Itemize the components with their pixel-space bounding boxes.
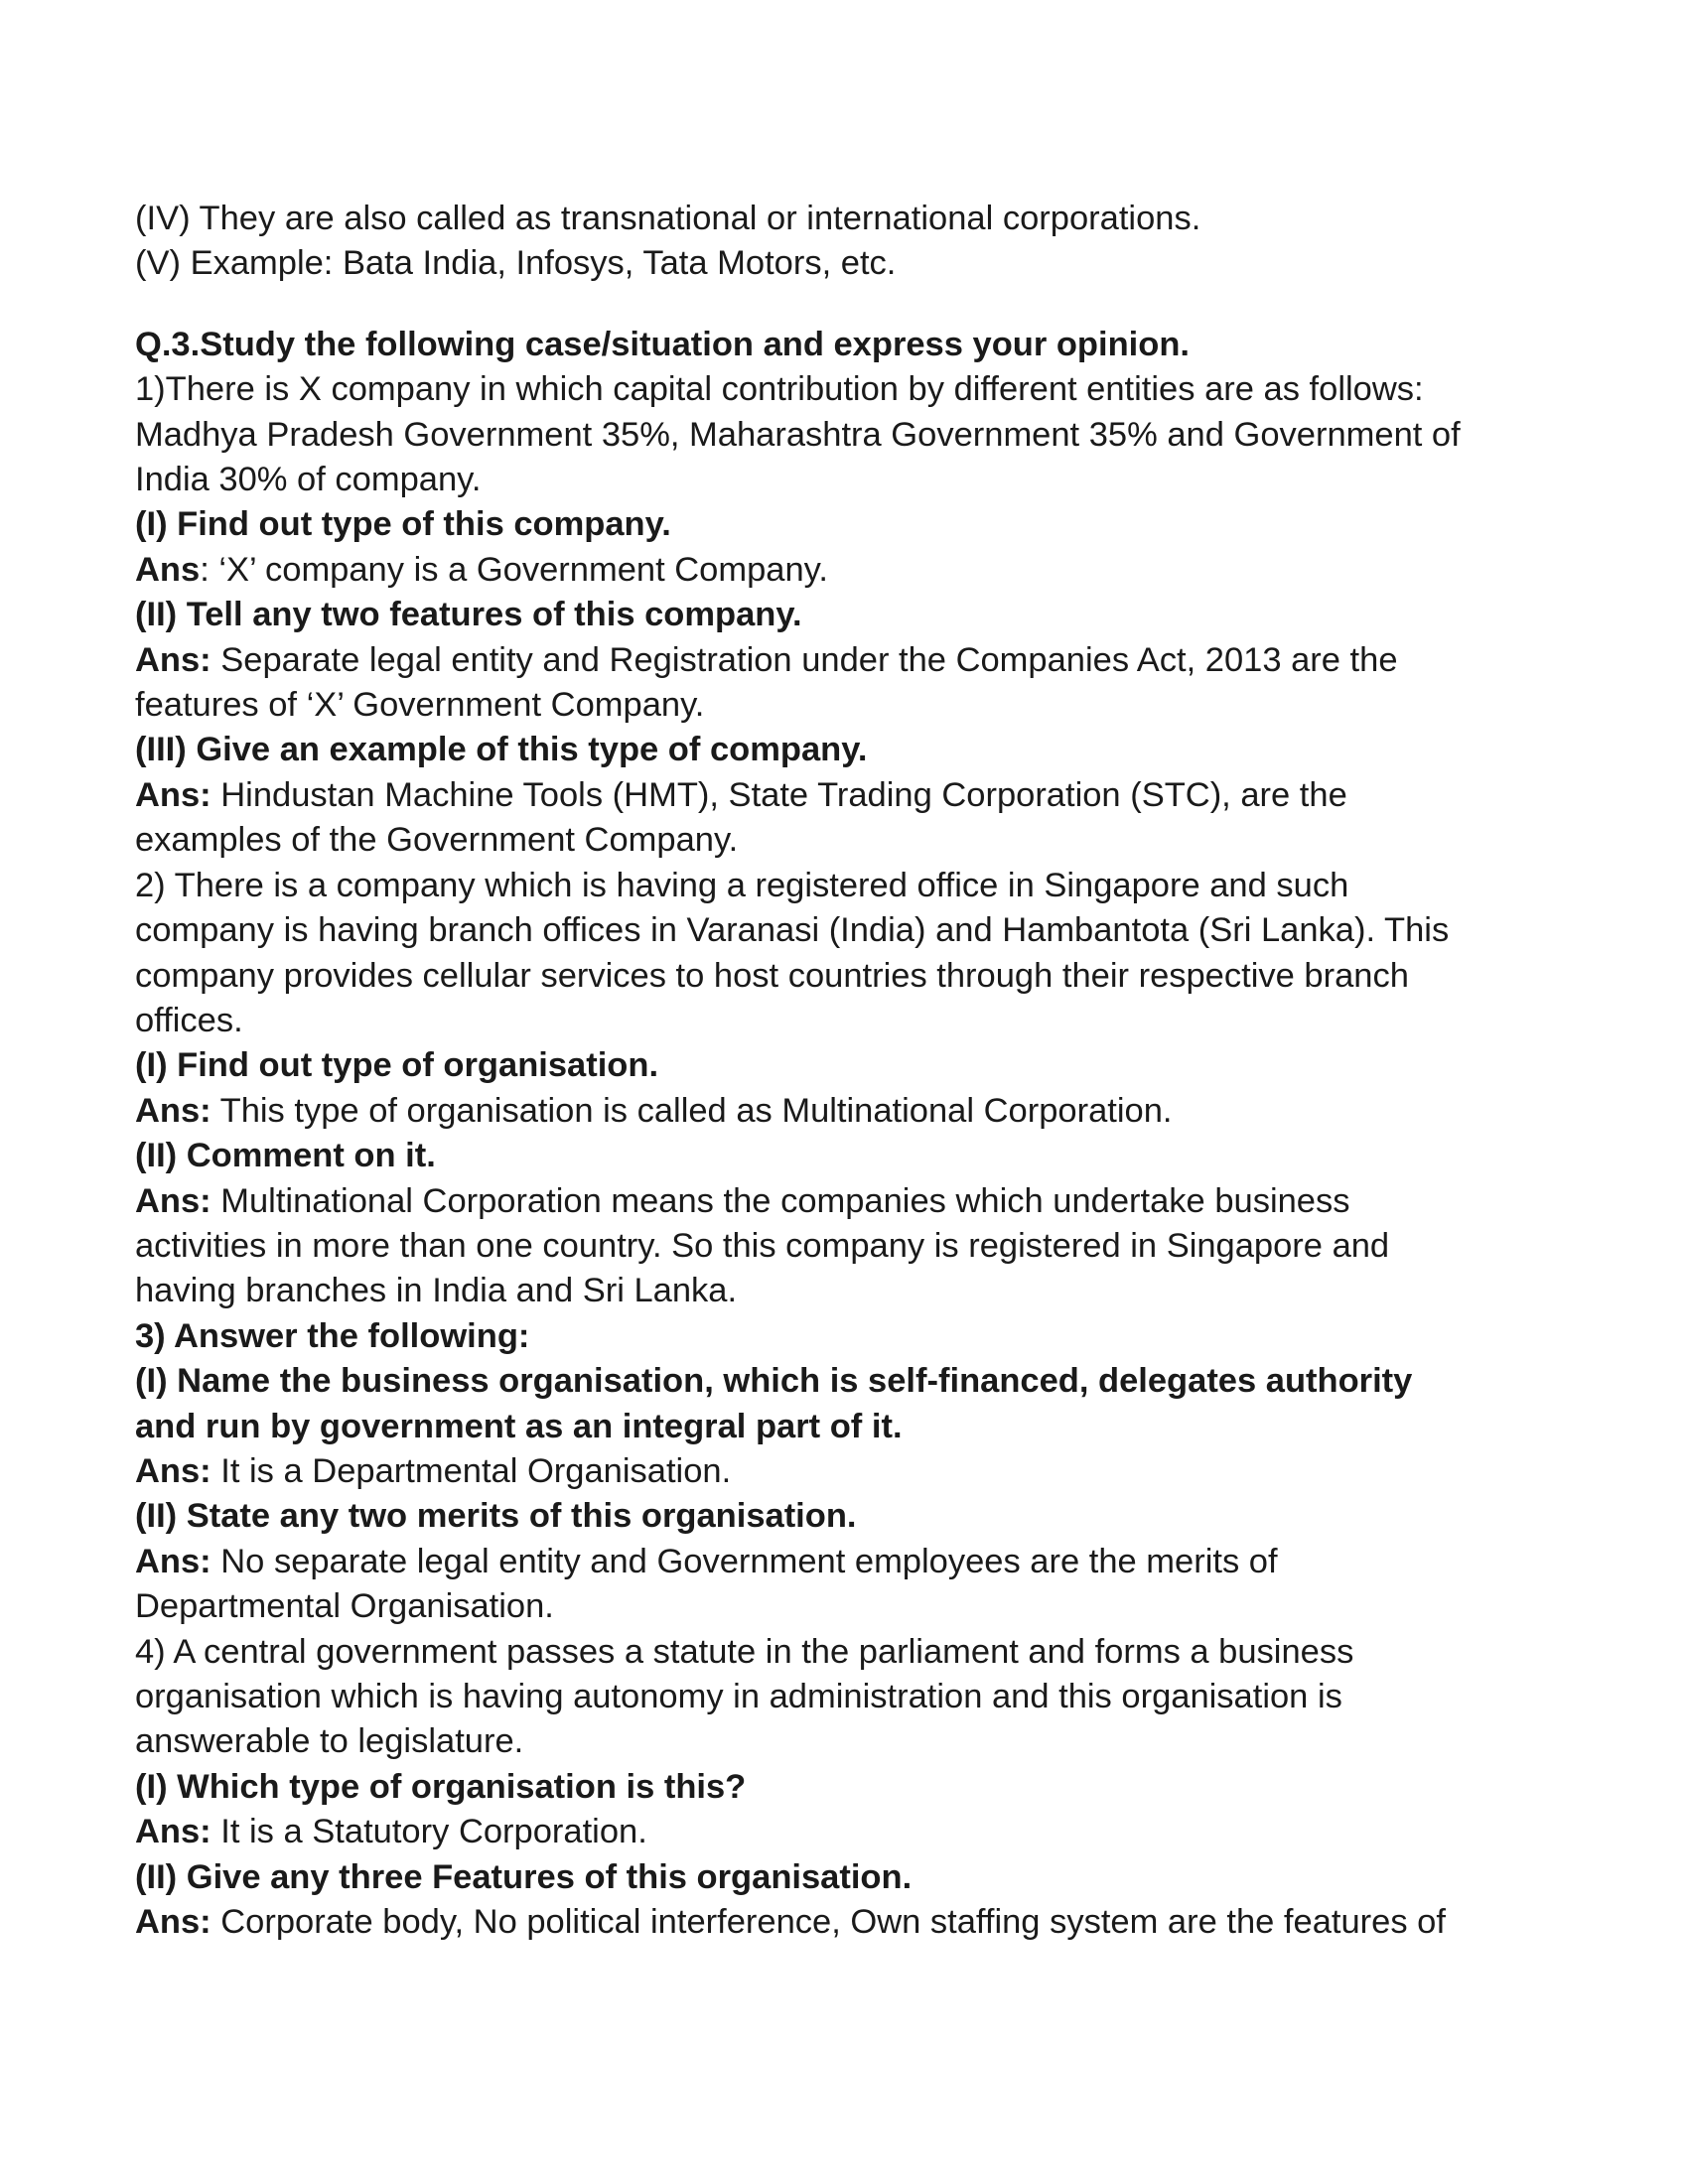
case4-text-line: organisation which is having autonomy in administration and this organisation is: [135, 1678, 1342, 1715]
case1-question-1: (I) Find out type of this company.: [135, 505, 671, 544]
document-page: [135, 197, 1565, 1945]
case2-question-1: (I) Find out type of organisation.: [135, 1046, 659, 1085]
case1-answer-3: [135, 773, 1565, 818]
case3-question-1-cont: and run by government as an integral part of it.: [135, 1407, 903, 1445]
case1-question-3: (III) Give an example of this type of company.: [135, 731, 868, 769]
answer-label: Ans:: [135, 775, 211, 814]
case4-answer-1: [135, 1810, 1565, 1854]
case2-answer-2: [135, 1179, 1565, 1224]
answer-label: Ans:: [135, 1181, 211, 1220]
case1-answer-3-cont: examples of the Government Company.: [135, 821, 739, 860]
case3-answer-2: [135, 1540, 1565, 1584]
intro-point-iv: (IV) They are also called as transnational or international corporations.: [135, 200, 1201, 237]
case4-question-2: (II) Give any three Features of this organisation.: [135, 1857, 913, 1896]
section-gap: [135, 287, 1565, 323]
case1-question-2: (II) Tell any two features of this company.: [135, 596, 802, 634]
intro-point-v: (V) Example: Bata India, Infosys, Tata Motors, etc.: [135, 244, 897, 283]
case4-text-line: 4) A central government passes a statute in the parliament and forms a business: [135, 1632, 1354, 1671]
case1-answer-1: [135, 548, 1565, 593]
case3-question-2: (II) State any two merits of this organisation.: [135, 1497, 857, 1536]
case4-question-1: (I) Which type of organisation is this?: [135, 1767, 747, 1806]
answer-text: Separate legal entity and Registration under the Companies Act, 2013 are the: [211, 640, 1398, 679]
case3-heading: 3) Answer the following:: [135, 1316, 530, 1355]
case4-text-line: answerable to legislature.: [135, 1722, 524, 1761]
case3-answer-2-cont: Departmental Organisation.: [135, 1587, 554, 1626]
case1-text-line: India 30% of company.: [135, 461, 482, 499]
case1-text-line: Madhya Pradesh Government 35%, Maharashtra Government 35% and Government of: [135, 415, 1461, 454]
case2-text-line: 2) There is a company which is having a registered office in Singapore and such: [135, 866, 1349, 904]
answer-text: No separate legal entity and Government employees are the merits of: [211, 1542, 1278, 1580]
answer-text: Corporate body, No political interference, Own staffing system are the features of: [211, 1903, 1446, 1942]
case4-answer-2: [135, 1900, 1565, 1945]
answer-text: : ‘X’ company is a Government Company.: [200, 550, 828, 589]
case2-text-line: company provides cellular services to host countries through their respective branch: [135, 956, 1409, 995]
case2-answer-1: [135, 1089, 1565, 1134]
answer-label: Ans:: [135, 1813, 211, 1851]
case2-text-line: offices.: [135, 1001, 243, 1039]
case2-answer-2-cont: having branches in India and Sri Lanka.: [135, 1272, 738, 1310]
case3-answer-1: [135, 1449, 1565, 1494]
case1-answer-2: [135, 638, 1565, 683]
case2-answer-2-cont: activities in more than one country. So this company is registered in Singapore and: [135, 1226, 1390, 1265]
answer-text: This type of organisation is called as Multinational Corporation.: [211, 1091, 1173, 1130]
answer-label: Ans:: [135, 640, 211, 679]
answer-text: It is a Departmental Organisation.: [211, 1451, 732, 1490]
case2-question-2: (II) Comment on it.: [135, 1137, 436, 1175]
answer-label: Ans:: [135, 1542, 211, 1580]
answer-text: It is a Statutory Corporation.: [211, 1813, 647, 1851]
answer-label: Ans:: [135, 1451, 211, 1490]
case3-question-1: (I) Name the business organisation, which is self-financed, delegates authority: [135, 1362, 1413, 1401]
answer-label: Ans:: [135, 1903, 211, 1942]
case1-answer-2-cont: features of ‘X’ Government Company.: [135, 686, 705, 725]
answer-text: Multinational Corporation means the companies which undertake business: [211, 1181, 1350, 1220]
case1-text-line: 1)There is X company in which capital contribution by different entities are as follows:: [135, 370, 1424, 409]
answer-label: Ans:: [135, 1091, 211, 1130]
q3-heading: Q.3.Study the following case/situation and express your opinion.: [135, 325, 1190, 363]
case2-text-line: company is having branch offices in Varanasi (India) and Hambantota (Sri Lanka). This: [135, 911, 1450, 950]
answer-text: Hindustan Machine Tools (HMT), State Trading Corporation (STC), are the: [211, 775, 1347, 814]
answer-label: Ans: [135, 550, 201, 589]
